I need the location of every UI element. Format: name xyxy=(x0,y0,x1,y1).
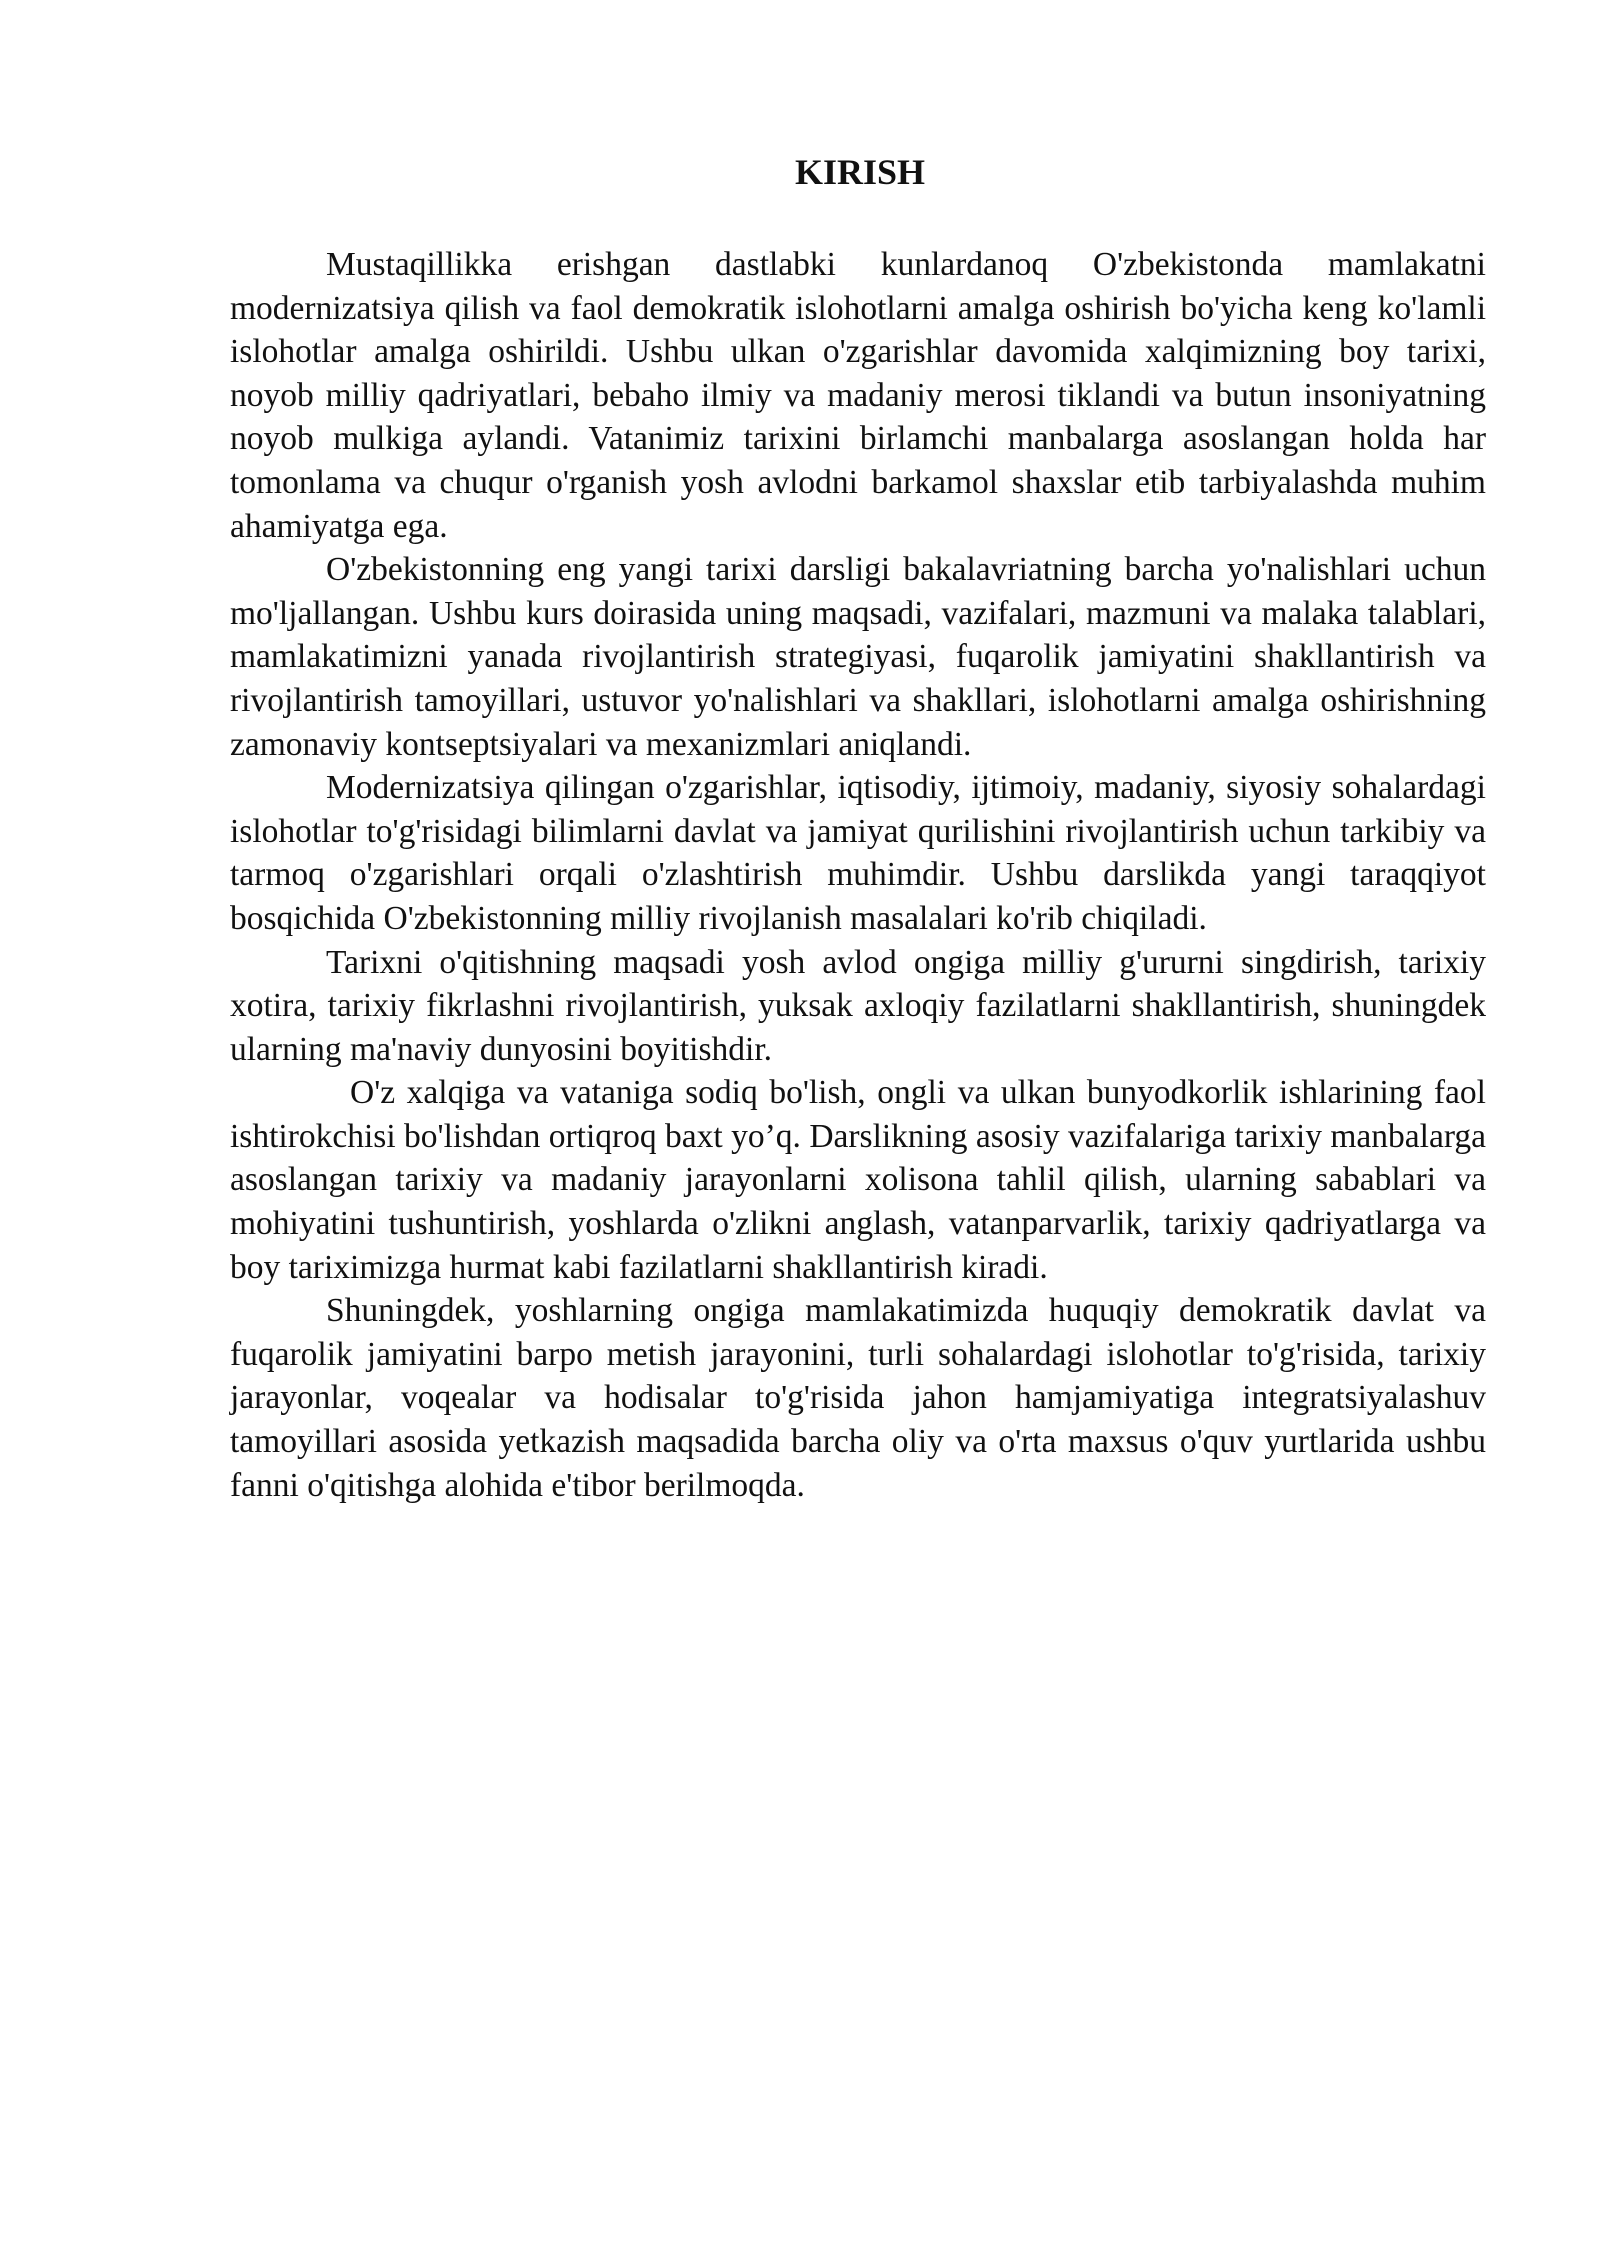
paragraph: O'z xalqiga va vataniga sodiq bo'lish, ongli va ulkan bunyodkorlik ishlarining faol ishtirokchisi bo'lishdan ortiqroq baxt yo’q. Darslikning asosiy vazifalariga tarixiy manbalarga asoslangan tarixiy va madaniy jarayonlarni xolisona tahlil qilish, ularning sabablari va mohiyatini tushuntirish, yoshlarda o'zlikni anglash, vatanparvarlik, tarixiy qadriyatlarga va boy tariximizga hurmat kabi fazilatlarni shakllantirish kiradi. xyxy=(230,1074,1486,1286)
document-body xyxy=(230,243,1486,1507)
paragraph: Modernizatsiya qilingan o'zgarishlar, iqtisodiy, ijtimoiy, madaniy, siyosiy sohalardagi islohotlar to'g'risidagi bilimlarni davlat va jamiyat qurilishini rivojlantirish uchun tarkibiy va tarmoq o'zgarishlari orqali o'zlashtirish muhimdir. Ushbu darslikda yangi taraqqiyot bosqichida O'zbekistonning milliy rivojlanish masalalari ko'rib chiqiladi. xyxy=(230,769,1486,937)
paragraph: O'zbekistonning eng yangi tarixi darsligi bakalavriatning barcha yo'nalishlari uchun mo'ljallangan. Ushbu kurs doirasida uning maqsadi, vazifalari, mazmuni va malaka talablari, mamlakatimizni yanada rivojlantirish strategiyasi, fuqarolik jamiyatini shakllantirish va rivojlantirish tamoyillari, ustuvor yo'nalishlari va shakllari, islohotlarni amalga oshirishning zamonaviy kontseptsiyalari va mexanizmlari aniqlandi. xyxy=(230,551,1486,763)
page-title: KIRISH xyxy=(794,152,926,192)
paragraph: Tarixni o'qitishning maqsadi yosh avlod ongiga milliy g'ururni singdirish, tarixiy xotira, tarixiy fikrlashni rivojlantirish, yuksak axloqiy fazilatlarni shakllantirish, shuningdek ularning ma'naviy dunyosini boyitishdir. xyxy=(230,943,1486,1068)
paragraph: Shuningdek, yoshlarning ongiga mamlakatimizda huquqiy demokratik davlat va fuqarolik jamiyatini barpo metish jarayonini, turli sohalardagi islohotlar to'g'risida, tarixiy jarayonlar, voqealar va hodisalar to'g'risida jahon hamjamiyatiga integratsiyalashuv tamoyillari asosida yetkazish maqsadida barcha oliy va o'rta maxsus o'quv yurtlarida ushbu fanni o'qitishga alohida e'tibor berilmoqda. xyxy=(230,1292,1486,1504)
paragraph: Mustaqillikka erishgan dastlabki kunlardanoq O'zbekistonda mamlakatni modernizatsiya qilish va faol demokratik islohotlarni amalga oshirish bo'yicha keng ko'lamli islohotlar amalga oshirildi. Ushbu ulkan o'zgarishlar davomida xalqimizning boy tarixi, noyob milliy qadriyatlari, bebaho ilmiy va madaniy merosi tiklandi va butun insoniyatning noyob mulkiga aylandi. Vatanimiz tarixini birlamchi manbalarga asoslangan holda har tomonlama va chuqur o'rganish yosh avlodni barkamol shaxslar etib tarbiyalashda muhim ahamiyatga ega. xyxy=(230,246,1486,545)
